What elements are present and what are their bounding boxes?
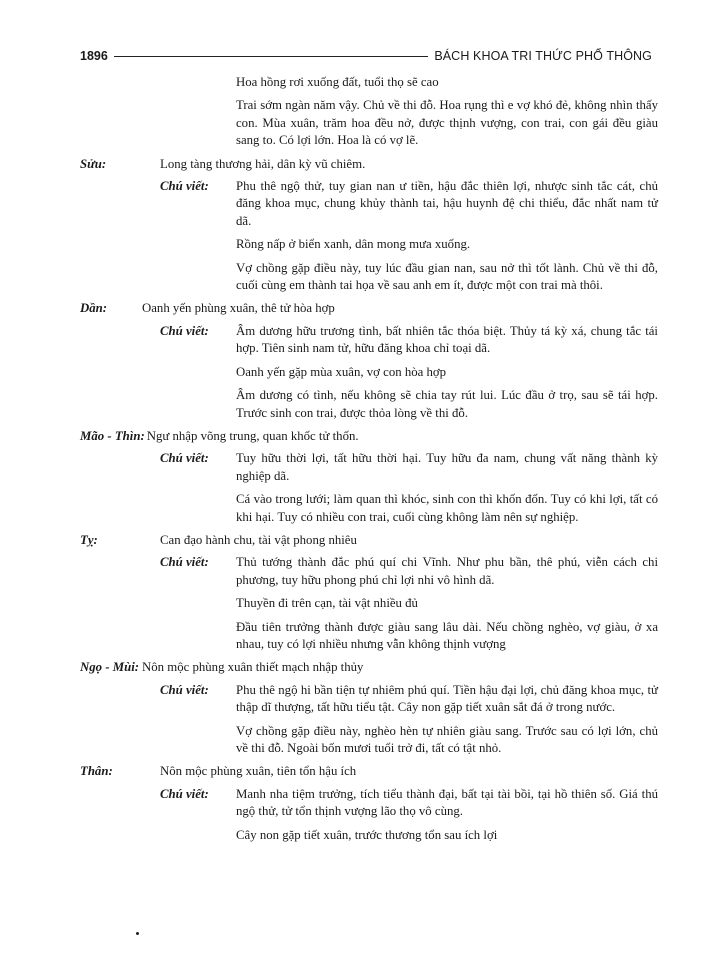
entry-label: Mão - Thìn: bbox=[80, 428, 145, 443]
note-block bbox=[80, 682, 658, 717]
entry-ty bbox=[80, 532, 658, 549]
note-block bbox=[80, 554, 658, 589]
entry-label: Tỵ: bbox=[80, 532, 98, 547]
entry-than bbox=[80, 763, 658, 780]
note-label: Chú viết: bbox=[160, 682, 209, 697]
note-block bbox=[80, 323, 658, 358]
note-block bbox=[80, 450, 658, 485]
note-block bbox=[80, 786, 658, 821]
meaning-text: Vợ chồng gặp điều này, tuy lúc đầu gian nan, sau nở thì tốt lành. Chủ về thi đỗ, cuối cùng em thành tai họa về sau anh em ít, được một con trai mà thôi. bbox=[236, 260, 658, 293]
entry-title: Nôn mộc phùng xuân thiết mạch nhập thủy bbox=[142, 660, 364, 675]
entry-title: Nôn mộc phùng xuân, tiên tổn hậu ích bbox=[160, 764, 357, 779]
print-speck bbox=[136, 932, 139, 935]
note-label: Chú viết: bbox=[160, 323, 209, 338]
meaning-text: Âm dương có tình, nếu không sẽ chia tay rút lui. Lúc đầu ở trọ, sau sẽ tái hợp. Trước sinh con trai, được thỏa lòng về thi đỗ. bbox=[236, 388, 658, 420]
note-text: Âm dương hữu trương tình, bất nhiên tắc thóa biệt. Thủy tá kỳ xá, chung tắc tái hợp. Tiên sinh nam tử, hữu đăng khoa chỉ toại dã. bbox=[236, 323, 658, 356]
intro-meaning: Trai sớm ngàn năm vậy. Chủ về thi đỗ. Hoa rụng thì e vợ khó đẻ, không nhìn thấy con. Mùa xuân, trăm hoa đều nở, được thịnh vượng, con trai, con gái đều giàu sang to. Có lợi lớn. Hoa là có vợ lẽ. bbox=[236, 98, 658, 148]
note-label: Chú viết: bbox=[160, 786, 209, 801]
note-text: Phu thê ngộ thử, tuy gian nan ư tiền, hậu đắc thiên lợi, nhược sinh tắc cát, chủ đăng khoa mục, chung khủy thành tai, hậu huynh đệ chi thiểu, đắc nhất nam tử dã. bbox=[236, 179, 658, 228]
translation-text: Oanh yến gặp mùa xuân, vợ con hòa hợp bbox=[236, 364, 447, 379]
entry-ngo-mui bbox=[80, 659, 658, 676]
page-body bbox=[80, 74, 658, 850]
entry-label: Dần: bbox=[80, 301, 108, 316]
translation-text: Cây non gặp tiết xuân, trước thương tổn sau ích lợi bbox=[236, 827, 498, 842]
entry-label: Thân: bbox=[80, 764, 113, 779]
entry-suu bbox=[80, 156, 658, 173]
meaning-text: Vợ chồng gặp điều này, nghèo hèn tự nhiên giàu sang. Trước sau có lợi lớn, chủ về thi đỗ. Ngoài bốn mươi tuổi trở đi, tất có tật nhỏ. bbox=[236, 723, 658, 755]
entry-label: Ngọ - Mùi: bbox=[80, 660, 140, 675]
meaning-text: Cá vào trong lưới; làm quan thì khóc, sinh con thì khốn đốn. Tuy có khi lợi, tất có khi hại. Tuy có nhiều con trai, cuối cùng không làm nên sự nghiệp. bbox=[236, 492, 658, 524]
translation-text: Rồng nấp ở biển xanh, dân mong mưa xuống. bbox=[236, 237, 471, 252]
note-block bbox=[80, 178, 658, 230]
page-header bbox=[80, 46, 652, 66]
note-label: Chú viết: bbox=[160, 179, 209, 194]
note-text: Phu thê ngộ hi bần tiện tự nhiêm phú quí. Tiền hậu đại lợi, chủ đăng khoa mục, tử thập dĩ thượng, tất hữu tiểu tật. Cây non gặp tiết xuân sắt đá ở trong nước. bbox=[236, 682, 658, 715]
intro-translation: Hoa hồng rơi xuống đất, tuổi thọ sẽ cao bbox=[236, 75, 439, 89]
note-text: Manh nha tiệm trưởng, tích tiểu thành đại, bất tại tài bồi, tại hồ thiên số. Giá thú ngộ thử, tử tổn thịnh vượng lão thọ vô cùng. bbox=[236, 786, 658, 819]
translation-text: Thuyền đi trên cạn, tài vật nhiều đủ bbox=[236, 596, 418, 611]
entry-title: Long tàng thương hải, dân kỳ vũ chiêm. bbox=[160, 156, 366, 171]
entry-title: Oanh yến phùng xuân, thê tử hòa hợp bbox=[142, 301, 335, 316]
note-label: Chú viết: bbox=[160, 555, 209, 570]
header-rule bbox=[114, 56, 429, 57]
running-title: BÁCH KHOA TRI THỨC PHỔ THÔNG bbox=[434, 49, 652, 63]
entry-title: Ngư nhập võng trung, quan khốc tử thốn. bbox=[146, 428, 359, 443]
entry-dan bbox=[80, 300, 658, 317]
entry-label: Sửu: bbox=[80, 156, 107, 171]
meaning-text: Đầu tiên trưởng thành được giàu sang lâu dài. Nếu chồng nghèo, vợ giàu, ở xa nhau, tuy có lợi nhiều nhưng vẫn không thịnh vượng bbox=[236, 619, 658, 651]
page-number: 1896 bbox=[80, 49, 108, 63]
entry-title: Can đạo hành chu, tài vật phong nhiêu bbox=[160, 532, 357, 547]
entry-mao-thin bbox=[80, 428, 658, 445]
note-text: Tuy hữu thời lợi, tất hữu thời hại. Tuy hữu đa nam, chung vất năng thành kỳ nghiệp dã. bbox=[236, 451, 658, 483]
note-label: Chú viết: bbox=[160, 451, 209, 466]
note-text: Thủ tướng thành đắc phú quí chi Vĩnh. Như phu bần, thê phú, viễn cách chi phương, tuy hữu phong phú chỉ lợi nhi vô hình dã. bbox=[236, 555, 658, 587]
